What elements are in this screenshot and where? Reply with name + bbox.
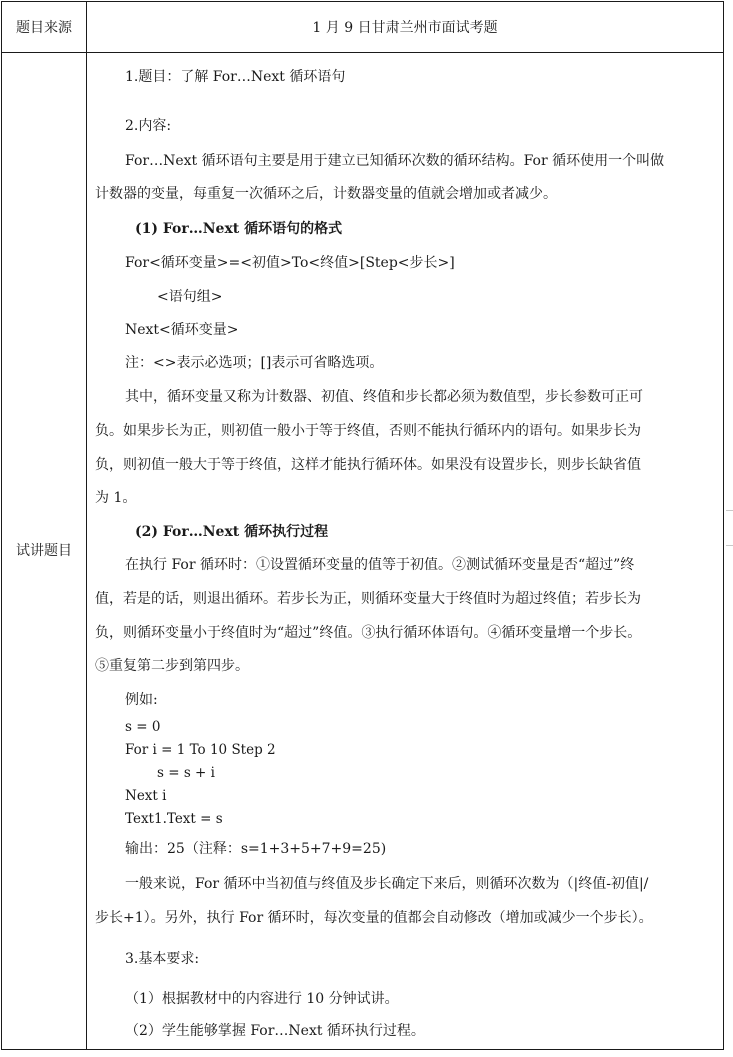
source-label: 题目来源 bbox=[16, 20, 72, 36]
paragraph-line: 其中，循环变量又称为计数器、初值、终值和步长都必须为数值型，步长参数可正可 bbox=[125, 389, 643, 405]
requirement-item: （2）学生能够掌握 For…Next 循环执行过程。 bbox=[125, 1023, 425, 1039]
code-line: s = s + i bbox=[157, 765, 215, 781]
paragraph-line: ⑤重复第二步到第四步。 bbox=[95, 658, 249, 674]
scan-artifact bbox=[726, 510, 733, 511]
code-line: s = 0 bbox=[125, 719, 161, 735]
section-heading: (1) For…Next 循环语句的格式 bbox=[135, 221, 343, 237]
requirement-item: （1）根据教材中的内容进行 10 分钟试讲。 bbox=[125, 991, 399, 1007]
scan-artifact bbox=[726, 545, 733, 546]
code-line: Text1.Text = s bbox=[125, 811, 223, 827]
paragraph-line: 步长+1）。另外，执行 For 循环时，每次变量的值都会自动修改（增加或减少一个步长）。 bbox=[95, 910, 653, 926]
paragraph-line: 在执行 For 循环时：①设置循环变量的值等于初值。②测试循环变量是否“超过”终 bbox=[125, 557, 635, 573]
code-line: Next i bbox=[125, 788, 167, 804]
paragraph-line: 一般来说，For 循环中当初值与终值及步长确定下来后，则循环次数为（|终值-初值|/ bbox=[125, 876, 649, 892]
table-border-header-bottom bbox=[1, 52, 724, 53]
table-border-bottom bbox=[1, 1049, 724, 1050]
paragraph-line: 值，若是的话，则退出循环。若步长为正，则循环变量大于终值时为超过终值；若步长为 bbox=[95, 591, 641, 607]
paragraph-line: 为 1。 bbox=[95, 490, 137, 506]
code-line: For i = 1 To 10 Step 2 bbox=[125, 742, 276, 758]
note-line: 注：<>表示必选项；[]表示可省略选项。 bbox=[125, 355, 384, 371]
table-border-right bbox=[723, 1, 724, 1050]
topic-line: 1.题目：了解 For…Next 循环语句 bbox=[125, 69, 346, 85]
table-border-left bbox=[1, 1, 2, 1050]
output-line: 输出：25（注释：s=1+3+5+7+9=25) bbox=[125, 841, 387, 857]
syntax-line: Next<循环变量> bbox=[125, 322, 239, 338]
example-label: 例如: bbox=[125, 692, 158, 708]
requirements-heading: 3.基本要求: bbox=[125, 951, 200, 967]
table-column-divider bbox=[86, 1, 87, 1050]
syntax-line: <语句组> bbox=[157, 289, 223, 305]
paragraph-line: 计数器的变量，每重复一次循环之后，计数器变量的值就会增加或者减少。 bbox=[95, 186, 557, 202]
paragraph-line: 负，则初值一般大于等于终值，这样才能执行循环体。如果没有设置步长，则步长缺省值 bbox=[95, 457, 641, 473]
paragraph-line: For…Next 循环语句主要是用于建立已知循环次数的循环结构。For 循环使用一个叫做 bbox=[125, 153, 665, 169]
content-heading: 2.内容: bbox=[125, 118, 172, 134]
row-label: 试讲题目 bbox=[16, 543, 72, 559]
source-value: 1 月 9 日甘肃兰州市面试考题 bbox=[312, 20, 498, 36]
paragraph-line: 负，则循环变量小于终值时为“超过”终值。③执行循环体语句。④循环变量增一个步长。 bbox=[95, 625, 642, 641]
section-heading: (2) For…Next 循环执行过程 bbox=[135, 524, 329, 540]
syntax-line: For<循环变量>=<初值>To<终值>[Step<步长>] bbox=[125, 255, 455, 271]
table-border-top bbox=[1, 1, 724, 2]
paragraph-line: 负。如果步长为正，则初值一般小于等于终值，否则不能执行循环内的语句。如果步长为 bbox=[95, 423, 641, 439]
